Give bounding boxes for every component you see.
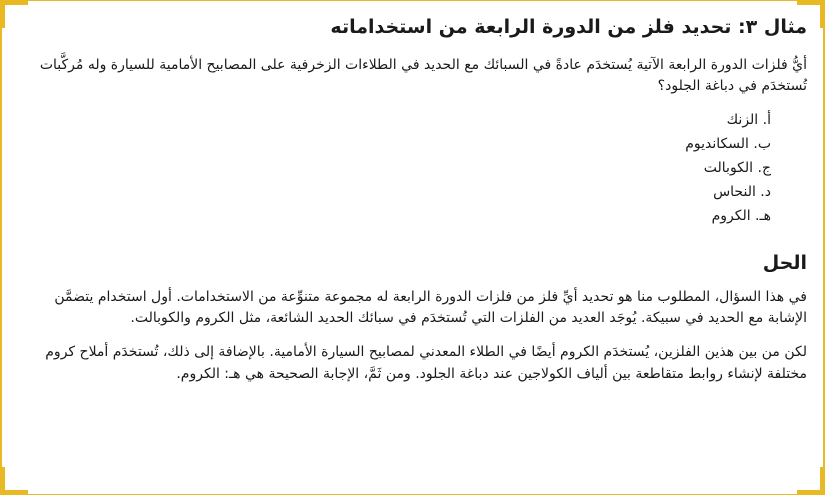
corner-mark-bottom-right — [797, 490, 825, 495]
option-e: هـ. الكروم — [711, 207, 771, 224]
solution-heading: الحل — [762, 251, 807, 274]
example-title: مثال ٣: تحديد فلز من الدورة الرابعة من استخداماته — [330, 16, 807, 38]
example-card — [18, 14, 807, 397]
option-c: ج. الكوبالت — [703, 159, 771, 176]
corner-mark-bottom-left — [0, 490, 28, 495]
corner-mark-top-right — [797, 0, 825, 5]
option-b: ب. السكانديوم — [685, 135, 771, 152]
corner-mark-top-left — [0, 0, 28, 5]
solution-paragraph-2: لكن من بين هذين الفلزين، يُستخدَم الكروم أيضًا في الطلاء المعدني لمصابيح السيارة الأمامية. بالإضافة إلى ذلك، تُستخدَم أملاح كروم مختلفة لإنشاء روابط متقاطعة بين ألياف الكولاجين عند دباغة الجلود. ومن ثَمَّ، الإجابة الصحيحة هي هـ: الكروم. — [45, 343, 807, 382]
option-a: أ. الزنك — [726, 111, 771, 128]
question-text: أيُّ فلزات الدورة الرابعة الآتية يُستخدَم عادةً في السبائك مع الحديد في الطلاءات الزخرفية على المصابيح الأمامية للسيارة وله مُركَّبات تُستخدَم في دباغة الجلود؟ — [39, 56, 807, 95]
solution-paragraph-1: في هذا السؤال، المطلوب منا هو تحديد أيِّ فلز من فلزات الدورة الرابعة له مجموعة متنوِّعة من الاستخدامات. أول استخدام يتضمَّن الإشابة مع الحديد في سبيكة. يُوجَد العديد من الفلزات التي تُستخدَم في سبائك الحديد الشائعة، مثل الكروم والكوبالت. — [54, 288, 807, 327]
answer-options — [18, 108, 807, 228]
option-d: د. النحاس — [713, 183, 771, 200]
